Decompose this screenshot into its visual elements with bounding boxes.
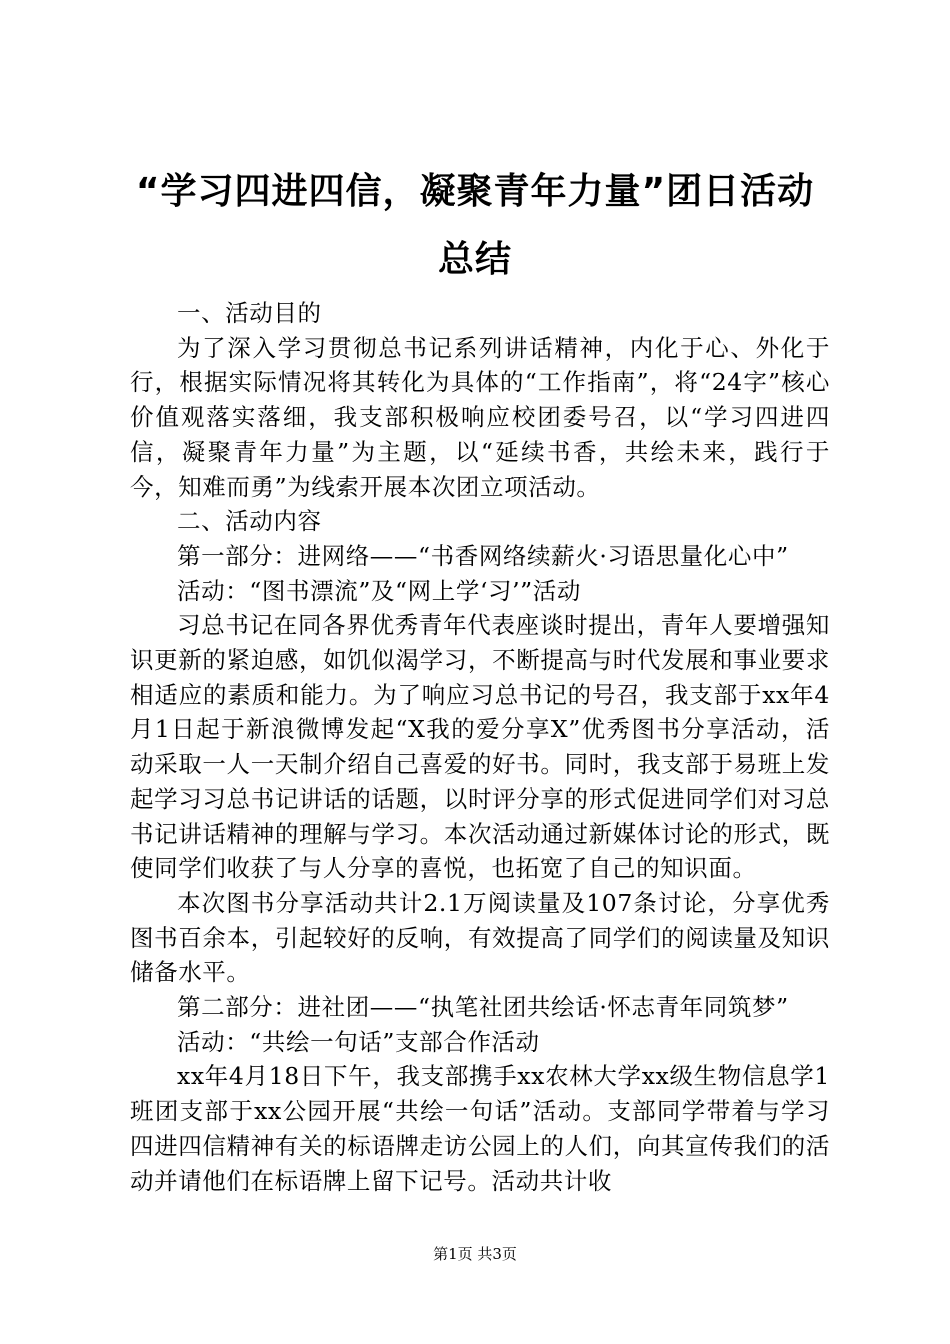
body-paragraph: 习总书记在同各界优秀青年代表座谈时提出，青年人要增强知识更新的紧迫感，如饥似渴学习，不断提高与时代发展和事业要求相适应的素质和能力。为了响应习总书记的号召，我支部于xx年4月1日起于新浪微博发起“X我的爱分享X”优秀图书分享活动，活动采取一人一天制介绍自己喜爱的好书。同时，我支部于易班上发起学习习总书记讲话的话题，以时评分享的形式促进同学们对习总书记讲话精神的理解与学习。本次活动通过新媒体讨论的形式，既使同学们收获了与人分享的喜悦，也拓宽了自己的知识面。 (130, 611, 830, 883)
subsection-heading: 第一部分：进网络——“书香网络续薪火·习语思量化心中” (177, 541, 789, 570)
body-paragraph: 本次图书分享活动共计2.1万阅读量及107条讨论，分享优秀图书百余本，引起较好的反响，有效提高了同学们的阅读量及知识储备水平。 (130, 888, 830, 987)
body-paragraph: xx年4月18日下午，我支部携手xx农林大学xx级生物信息学1班团支部于xx公园开展“共绘一句话”活动。支部同学带着与学习四进四信精神有关的标语牌走访公园上的人们，向其宣传我们的活动并请他们在标语牌上留下记号。活动共计收 (130, 1062, 830, 1195)
activity-heading: 活动：“图书漂流”及“网上学‘习’”活动 (177, 576, 581, 605)
document-title: “学习四进四信，凝聚青年力量”团日活动总结 (135, 171, 815, 280)
page-footer: 第1页 共3页 (433, 1245, 517, 1263)
section-heading: 一、活动目的 (177, 299, 322, 327)
body-paragraph: 为了深入学习贯彻总书记系列讲话精神，内化于心、外化于行，根据实际情况将其转化为具体的“工作指南”，将“24字”核心价值观落实落细，我支部积极响应校团委号召，以“学习四进四信，凝聚青年力量”为主题，以“延续书香，共绘未来，践行于今，知难而勇”为线索开展本次团立项活动。 (130, 333, 830, 501)
activity-heading: 活动：“共绘一句话”支部合作活动 (177, 1027, 540, 1056)
section-heading: 二、活动内容 (177, 507, 322, 536)
subsection-heading: 第二部分：进社团——“执笔社团共绘话·怀志青年同筑梦” (177, 993, 789, 1022)
document-body (130, 296, 830, 1198)
